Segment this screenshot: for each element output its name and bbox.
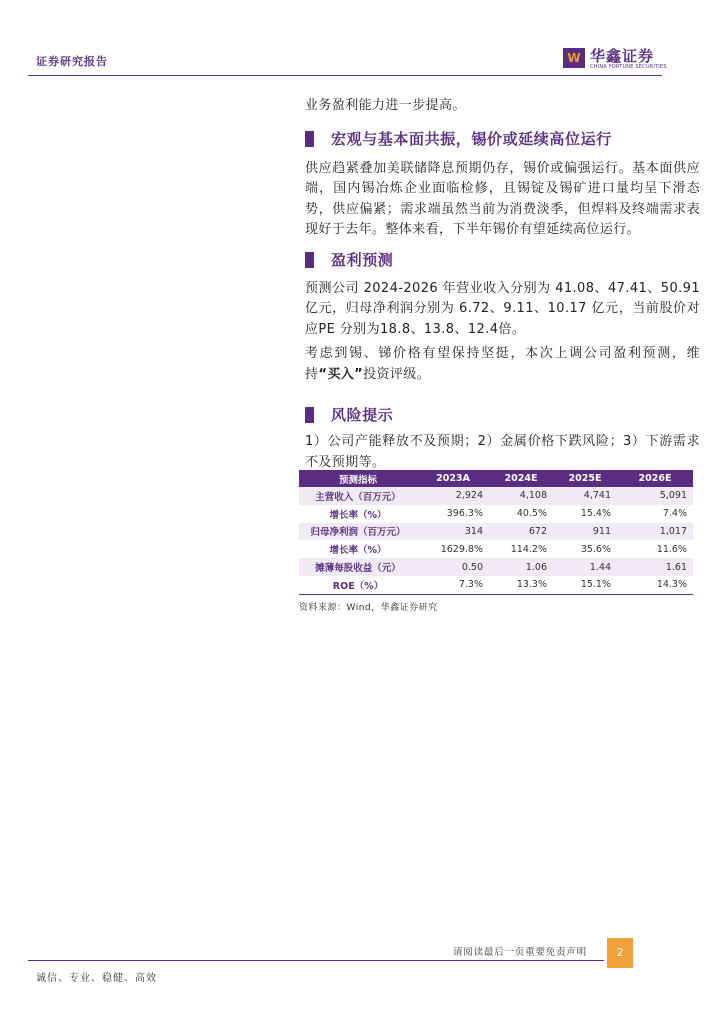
row-label: 归母净利润（百万元） — [299, 523, 417, 541]
table-cell: 7.4% — [662, 508, 687, 520]
table-cell: 911 — [553, 523, 617, 541]
table-cell: 4,108 — [489, 487, 553, 505]
report-type-label: 证券研究报告 — [36, 55, 108, 68]
table-row — [299, 523, 693, 541]
row-label: 增长率（%） — [329, 545, 387, 557]
table-cell: 1629.8% — [440, 543, 483, 555]
table-cell: 2,924 — [417, 487, 489, 505]
section-title-text: 宏观与基本面共振，锡价或延续高位运行 — [331, 129, 612, 148]
rating-text-pre: 考虑到锡、锑价格有望保持坚挺，本次上调公司盈利预测，维持 — [305, 346, 700, 382]
table-cell: 1.44 — [553, 558, 617, 576]
main-content — [305, 96, 700, 473]
section-title-macro — [305, 128, 700, 150]
table-header-cell: 2025E — [553, 470, 617, 487]
header-divider — [28, 75, 662, 76]
table-row — [299, 505, 693, 523]
logo-mark-icon: W — [563, 48, 585, 68]
logo-english-name: CHINA FORTUNE SECURITIES — [590, 64, 667, 70]
table-cell: 40.5% — [516, 508, 547, 520]
row-label: 增长率（%） — [329, 509, 387, 521]
section-title-risk — [305, 404, 700, 426]
table-cell: 13.3% — [489, 576, 553, 594]
footer-divider — [28, 960, 604, 961]
table-cell: 35.6% — [580, 543, 611, 555]
forecast-table — [299, 470, 693, 595]
section-title-text: 盈利预测 — [331, 250, 394, 269]
table-cell: 314 — [417, 523, 489, 541]
rating-value: “买入” — [318, 366, 364, 382]
section-marker-icon — [305, 407, 314, 423]
footer-motto: 诚信、专业、稳健、高效 — [36, 973, 157, 984]
table-cell: 114.2% — [510, 543, 547, 555]
row-label: ROE（%） — [299, 576, 417, 594]
table-cell: 7.3% — [417, 576, 489, 594]
section-paragraph: 供应趋紧叠加美联储降息预期仍存，锡价或偏强运行。基本面供应端，国内锡冶炼企业面临检修，且锡锭及锡矿进口量均呈下滑态势，供应偏紧；需求端虽然当前为消费淡季，但焊料及终端需求表现好于去年。整体来看，下半年锡价有望延续高位运行。 — [305, 160, 700, 237]
table-header-cell: 2026E — [617, 470, 693, 487]
page-number: 2 — [607, 938, 633, 968]
table-row — [299, 558, 693, 576]
table-cell: 1.06 — [489, 558, 553, 576]
table-cell: 11.6% — [656, 543, 687, 555]
section-marker-icon — [305, 252, 314, 268]
table-cell: 0.50 — [417, 558, 489, 576]
intro-paragraph: 业务盈利能力进一步提高。 — [305, 98, 466, 113]
table-source-note: 资料来源：Wind，华鑫证券研究 — [299, 603, 438, 613]
row-label: 摊薄每股收益（元） — [299, 558, 417, 576]
table-header-cell: 2023A — [417, 470, 489, 487]
table-cell: 15.1% — [553, 576, 617, 594]
table-cell: 672 — [489, 523, 553, 541]
section-title-forecast — [305, 249, 700, 271]
section-paragraph: 预测公司 2024-2026 年营业收入分别为 41.08、47.41、50.91 亿元，归母净利润分别为 6.72、9.11、10.17 亿元，当前股价对应PE 分别为18.8、13.8、12.4倍。 — [305, 280, 700, 337]
company-logo — [563, 46, 673, 72]
rating-paragraph — [305, 344, 700, 385]
table-cell: 1,017 — [617, 523, 693, 541]
table-row — [299, 540, 693, 558]
rating-text-post: 投资评级。 — [363, 366, 431, 382]
table-cell: 5,091 — [617, 487, 693, 505]
table-cell: 1.61 — [617, 558, 693, 576]
disclaimer-note: 请阅读最后一页重要免责声明 — [453, 947, 587, 958]
table-row — [299, 487, 693, 505]
section-paragraph: 1）公司产能释放不及预期；2）金属价格下跌风险；3）下游需求不及预期等。 — [305, 434, 700, 470]
section-marker-icon — [305, 131, 314, 147]
table-row — [299, 576, 693, 594]
table-cell: 15.4% — [580, 508, 611, 520]
table-cell: 396.3% — [446, 508, 483, 520]
table-header-cell: 预测指标 — [299, 470, 417, 487]
section-title-text: 风险提示 — [331, 406, 394, 424]
table-header-cell: 2024E — [489, 470, 553, 487]
table-header-row — [299, 470, 693, 487]
table-cell: 4,741 — [553, 487, 617, 505]
table-cell: 14.3% — [617, 576, 693, 594]
logo-name: 华鑫证券 — [590, 47, 655, 65]
row-label: 主营收入（百万元） — [299, 487, 417, 505]
